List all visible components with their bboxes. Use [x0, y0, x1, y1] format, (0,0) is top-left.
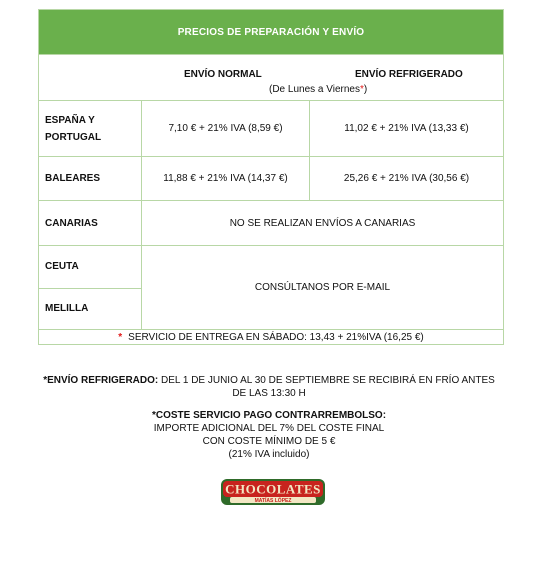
- row-label: CANARIAS: [39, 201, 142, 245]
- table-title: PRECIOS DE PREPARACIÓN Y ENVÍO: [39, 10, 503, 54]
- price-refrigerado: 11,02 € + 21% IVA (13,33 €): [344, 123, 469, 134]
- col-refrigerado-header: ENVÍO REFRIGERADO: [355, 69, 463, 80]
- merged-cell: CONSÚLTANOS POR E-MAIL: [254, 282, 391, 293]
- col-weekday-note: (De Lunes a Viernes*): [269, 84, 368, 95]
- table-row: [39, 156, 503, 200]
- chocolates-logo: [220, 477, 326, 507]
- refrigerated-note: *ENVÍO REFRIGERADO: DEL 1 DE JUNIO AL 30 DE SEPTIEMBRE SE RECIBIRÁ EN FRÍO ANTES DE LAS 13:30 H: [43, 375, 495, 399]
- cod-note: *COSTE SERVICIO PAGO CONTRARREMBOLSO: IMPORTE ADICIONAL DEL 7% DEL COSTE FINAL CON COSTE MÍNIMO DE 5 € (21% IVA incluido): [0, 409, 538, 461]
- row-label: MELILLA: [39, 288, 141, 330]
- table-footer: [39, 329, 503, 344]
- shipping-price-table: [38, 9, 504, 345]
- row-label: BALEARES: [39, 157, 142, 200]
- svg-text:MATÍAS LÓPEZ: MATÍAS LÓPEZ: [254, 498, 292, 504]
- merged-cell: NO SE REALIZAN ENVÍOS A CANARIAS: [229, 217, 416, 229]
- saturday-service-text: SERVICIO DE ENTREGA EN SÁBADO: 13,43 + 21%IVA (16,25 €): [128, 331, 424, 343]
- col-normal-header: ENVÍO NORMAL: [184, 69, 262, 80]
- cod-title: *COSTE SERVICIO PAGO CONTRARREMBOLSO:: [151, 410, 387, 421]
- price-normal: 11,88 € + 21% IVA (14,37 €): [142, 157, 310, 200]
- row-label: CEUTA: [45, 261, 79, 273]
- asterisk: *: [118, 331, 123, 343]
- row-label: ESPAÑA Y PORTUGAL: [39, 101, 142, 156]
- price-normal: 7,10 € + 21% IVA (8,59 €): [142, 101, 310, 156]
- column-headers: [39, 54, 503, 100]
- svg-text:CHOCOLATES: CHOCOLATES: [225, 481, 321, 497]
- price-refrigerado: 25,26 € + 21% IVA (30,56 €): [343, 173, 470, 184]
- table-row: [39, 100, 503, 156]
- table-row: [39, 245, 503, 329]
- row-label-group: [39, 246, 142, 329]
- table-row: [39, 200, 503, 245]
